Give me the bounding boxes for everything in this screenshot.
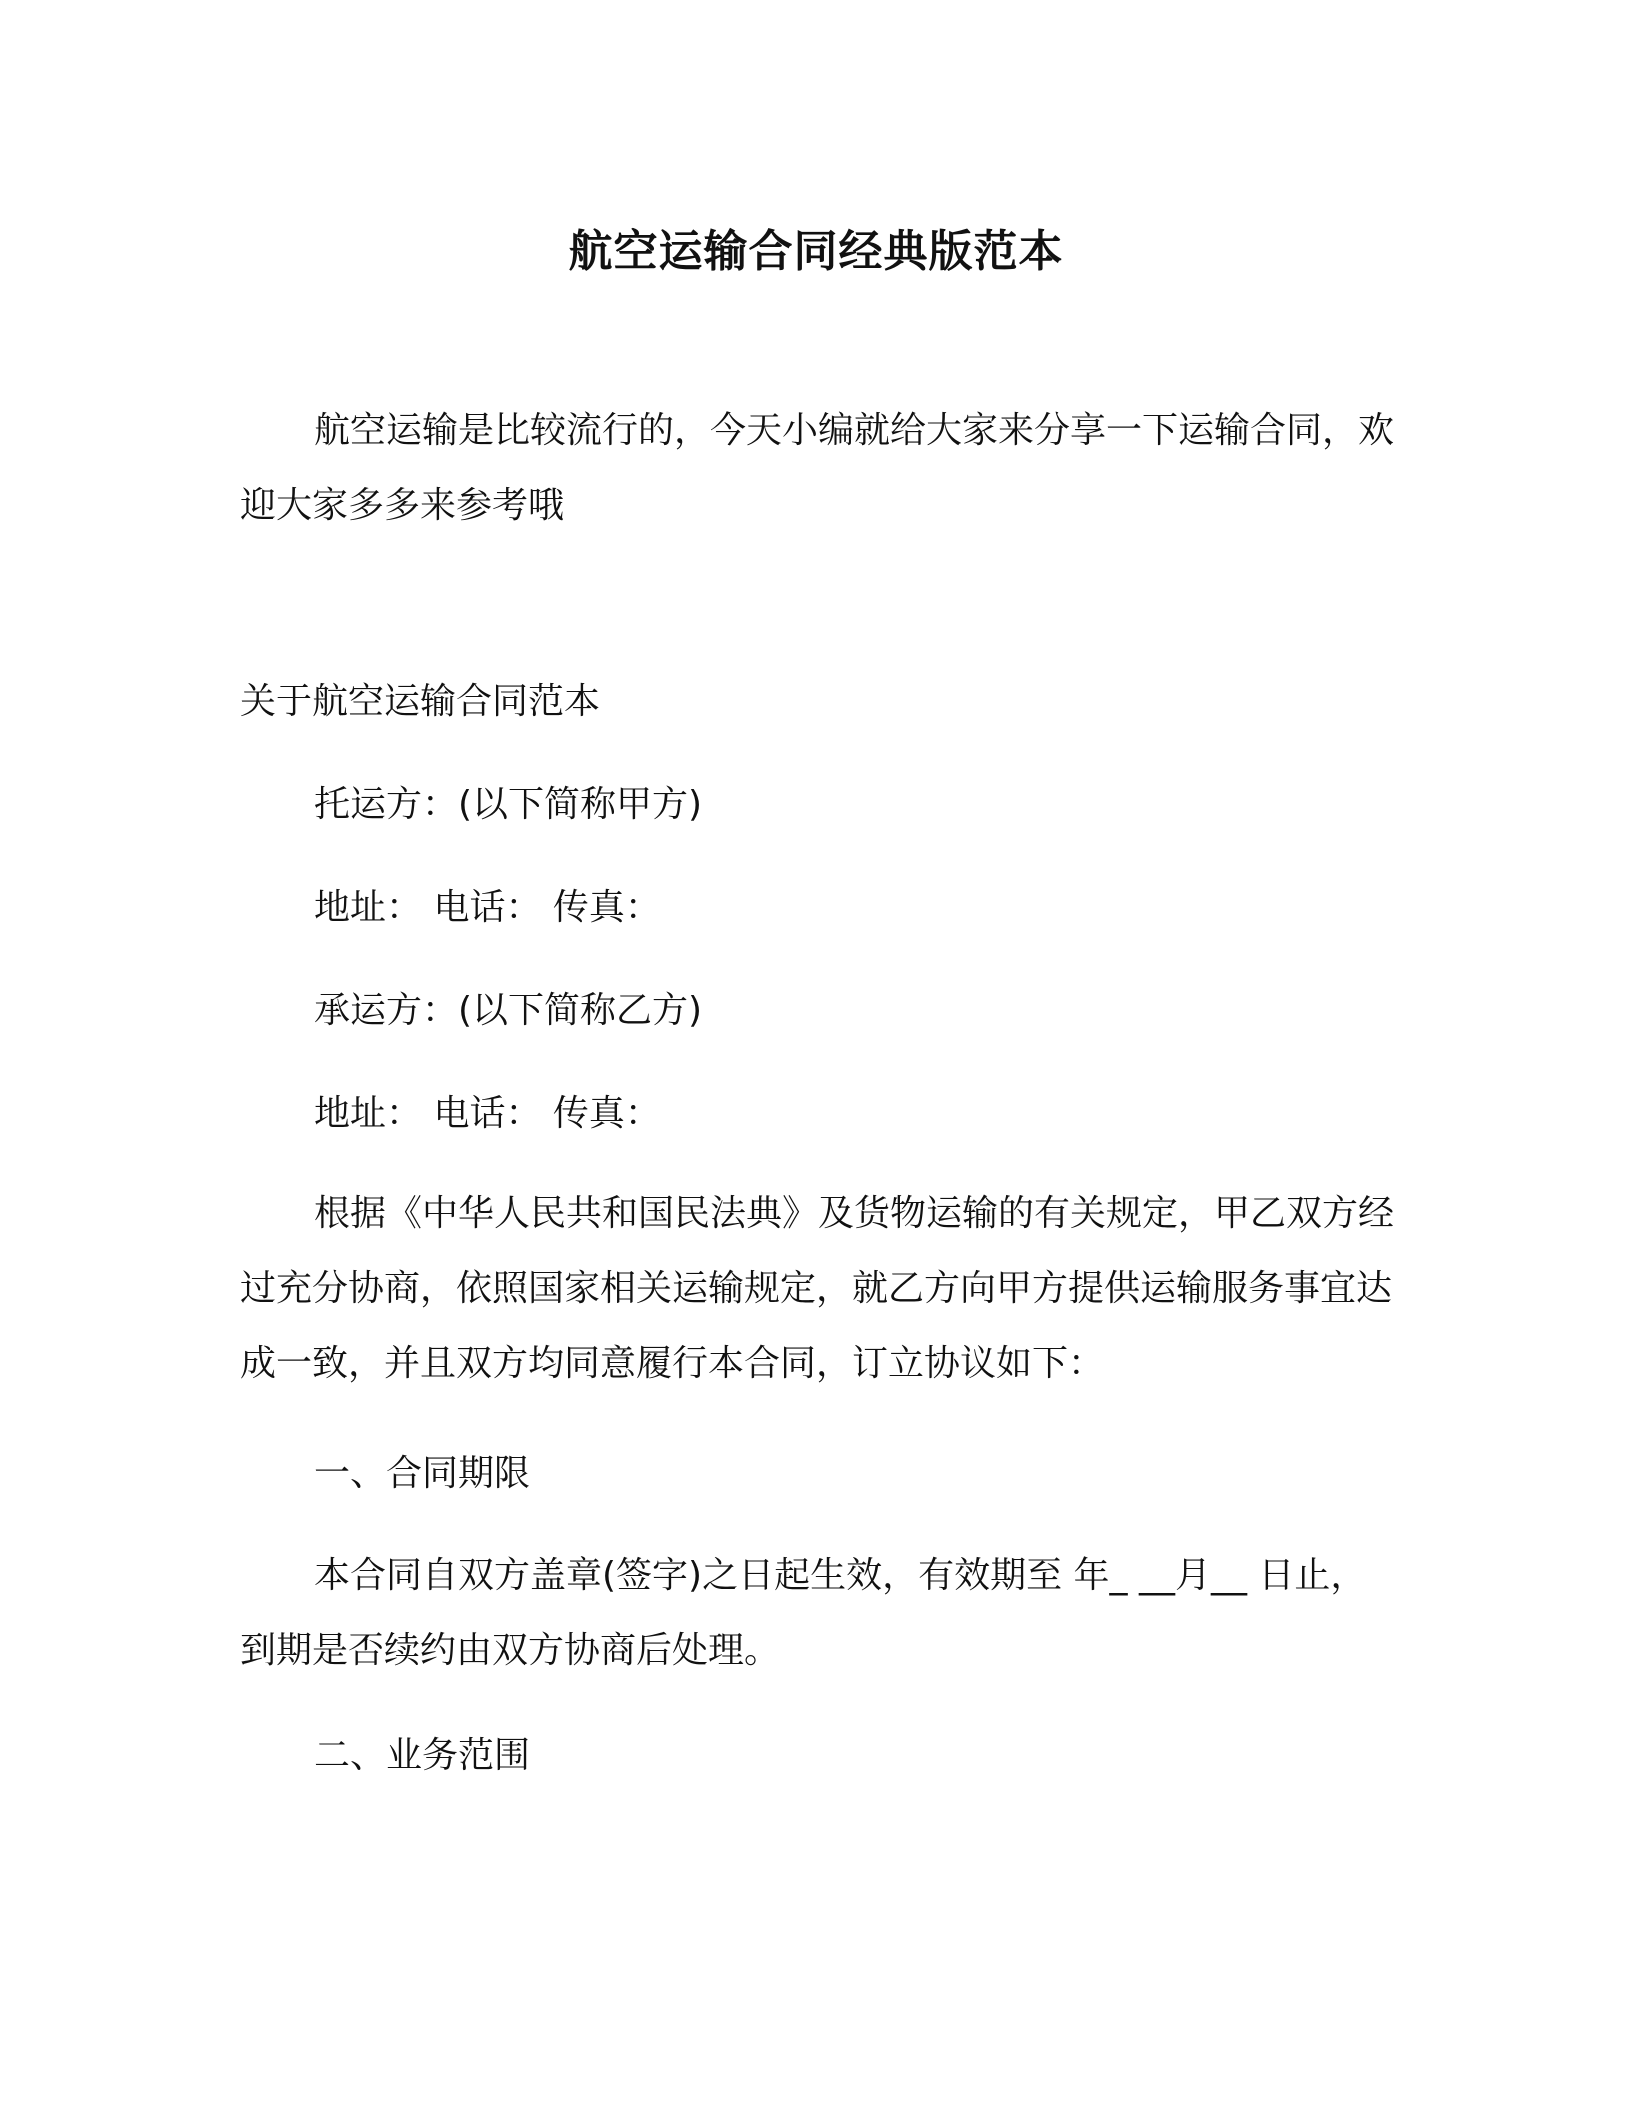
section-heading: 关于航空运输合同范本: [240, 681, 601, 722]
shipper-line: 托运方：(以下简称甲方): [314, 784, 703, 825]
preamble-paragraph: 根据《中华人民共和国民法典》及货物运输的有关规定，甲乙双方经过充分协商，依照国家相关运输规定，就乙方向甲方提供运输服务事宜达成一致，并且双方均同意履行本合同，订立协议如下：: [240, 1193, 1395, 1384]
document-title: 航空运输合同经典版范本: [568, 226, 1064, 277]
shipper-contact: 地址： 电话： 传真：: [314, 887, 661, 928]
carrier-contact: 地址： 电话： 传真：: [314, 1093, 661, 1134]
intro-paragraph: 航空运输是比较流行的，今天小编就给大家来分享一下运输合同，欢迎大家多多来参考哦: [240, 410, 1395, 526]
clause-2-heading: 二、业务范围: [314, 1735, 531, 1776]
clause-1-body: 本合同自双方盖章(签字)之日起生效，有效期至 年_ __月__ 日止，到期是否续约由双方协商后处理。: [240, 1555, 1367, 1671]
clause-1-heading: 一、合同期限: [314, 1453, 531, 1494]
carrier-line: 承运方：(以下简称乙方): [314, 990, 703, 1031]
